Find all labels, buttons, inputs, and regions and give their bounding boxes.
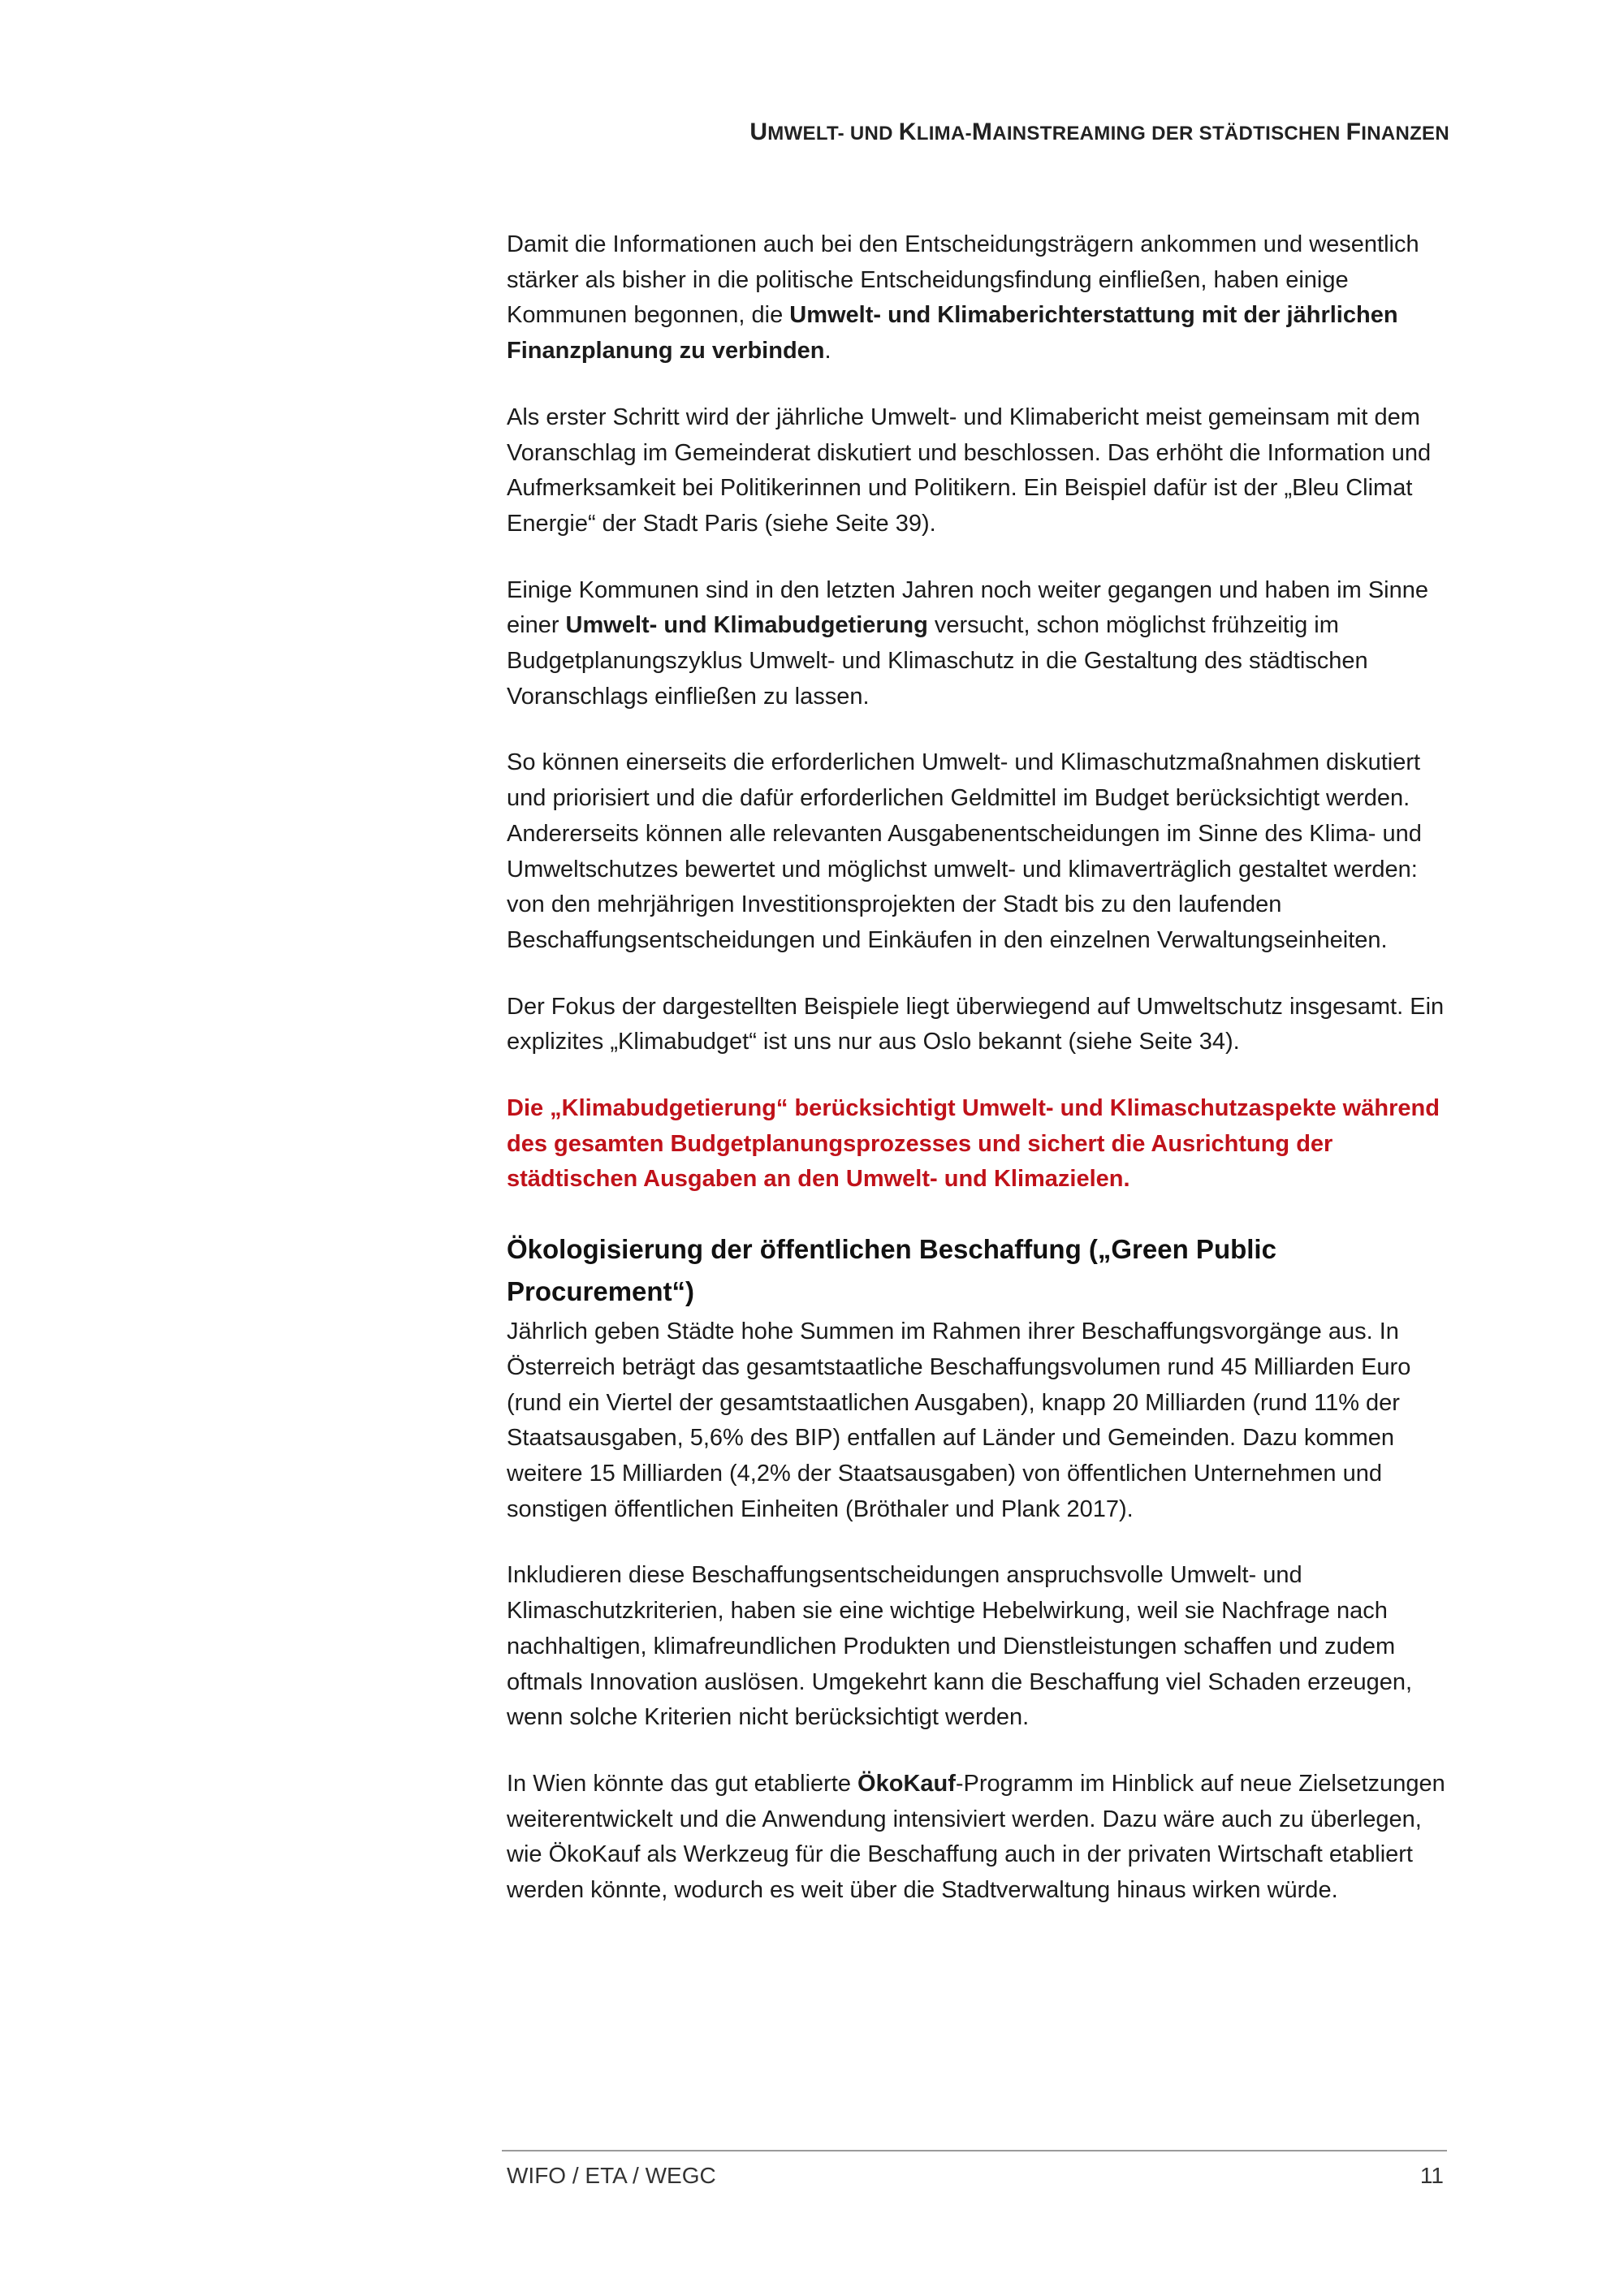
paragraph-7: Inkludieren diese Beschaffungsentscheidungen anspruchsvolle Umwelt- und Klimaschutzkriterien, haben sie eine wichtige Hebelwirkung, weil sie Nachfrage nach nachhaltigen, klimafreundlichen Produkten und Dienstleistungen schaffen und zudem oftmals Innovation auslösen. Umgekehrt kann die Beschaffung viel Schaden erzeugen, wenn solche Kriterien nicht berücksichtigt werden. xyxy=(507,1562,1413,1731)
paragraph-2: Als erster Schritt wird der jährliche Umwelt- und Klimabericht meist gemeinsam mit dem Voranschlag im Gemeinderat diskutiert und beschlossen. Das erhöht die Information und Aufmerksamkeit bei Politikerinnen und Politikern. Ein Beispiel dafür ist der „Bleu Climat Energie“ der Stadt Paris (siehe Seite 39). xyxy=(507,404,1432,537)
paragraph-1: Damit die Informationen auch bei den Entscheidungsträgern ankommen und wesentlich stärker als bisher in die politische Entscheidungsfindung einfließen, haben einige Kommunen begonnen, die Umwelt- und Klimaberichterstattung mit der jährlichen Finanzplanung zu verbinden. xyxy=(507,231,1419,365)
page-number: 11 xyxy=(1419,2163,1444,2188)
paragraph-4: So können einerseits die erforderlichen Umwelt- und Klimaschutzmaßnahmen diskutiert und priorisiert und die dafür erforderlichen Geldmittel im Budget berücksichtigt werden. Andererseits können alle relevanten Ausgabenentscheidungen im Sinne des Klima- und Umweltschutzes bewertet und möglichst umwelt- und klimaverträglich gestaltet werden: von den mehrjährigen Investitionsprojekten der Stadt bis zu den laufenden Beschaffungsentscheidungen und Einkäufen in den einzelnen Verwaltungseinheiten. xyxy=(507,749,1422,953)
paragraph-5: Der Fokus der dargestellten Beispiele liegt überwiegend auf Umweltschutz insgesamt. Ein explizites „Klimabudget“ ist uns nur aus Oslo bekannt (siehe Seite 34). xyxy=(507,993,1445,1055)
running-header: UMWELT- UND KLIMA-MAINSTREAMING DER STÄDTISCHEN FINANZEN xyxy=(749,119,1449,145)
paragraph-8: In Wien könnte das gut etablierte ÖkoKauf-Programm im Hinblick auf neue Zielsetzungen weiterentwickelt und die Anwendung intensiviert werden. Dazu wäre auch zu überlegen, wie ÖkoKauf als Werkzeug für die Beschaffung auch in der privaten Wirtschaft etabliert werden könnte, wodurch es weit über die Stadtverwaltung hinaus wirken würde. xyxy=(507,1770,1445,1904)
key-message: Die „Klimabudgetierung“ berücksichtigt Umwelt- und Klimaschutzaspekte während des gesamten Budgetplanungsprozesses und sichert die Ausrichtung der städtischen Ausgaben an den Umwelt- und Klimazielen. xyxy=(507,1095,1440,1193)
footer-institutions: WIFO / ETA / WEGC xyxy=(507,2163,716,2188)
paragraph-6: Jährlich geben Städte hohe Summen im Rahmen ihrer Beschaffungsvorgänge aus. In Österreich beträgt das gesamtstaatliche Beschaffungsvolumen rund 45 Milliarden Euro (rund ein Viertel der gesamtstaatlichen Ausgaben), knapp 20 Milliarden (rund 11% der Staatsausgaben, 5,6% des BIP) entfallen auf Länder und Gemeinden. Dazu kommen weitere 15 Milliarden (4,2% der Staatsausgaben) von öffentlichen Unternehmen und sonstigen öffentlichen Einheiten (Bröthaler und Plank 2017). xyxy=(507,1318,1411,1522)
paragraph-3: Einige Kommunen sind in den letzten Jahren noch weiter gegangen und haben im Sinne einer Umwelt- und Klimabudgetierung versucht, schon möglichst frühzeitig im Budgetplanungszyklus Umwelt- und Klimaschutz in die Gestaltung des städtischen Voranschlags einfließen zu lassen. xyxy=(507,576,1428,710)
section-heading: Ökologisierung der öffentlichen Beschaffung („Green Public Procurement“) xyxy=(507,1234,1276,1307)
main-text xyxy=(507,227,1449,1940)
footer-divider xyxy=(502,2150,1447,2151)
